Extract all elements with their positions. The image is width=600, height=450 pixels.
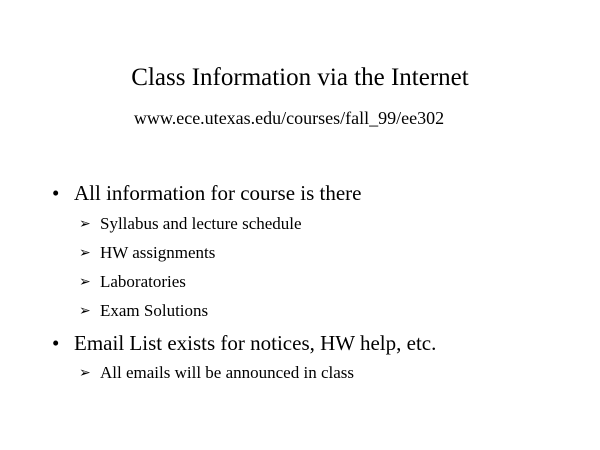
arrow-bullet-icon: ➢ bbox=[79, 245, 91, 261]
arrow-bullet-icon: ➢ bbox=[79, 365, 91, 381]
sub-item-text: Exam Solutions bbox=[100, 301, 209, 320]
slide-title: Class Information via the Internet bbox=[131, 64, 469, 91]
sub-item bbox=[79, 362, 354, 384]
arrow-bullet-icon: ➢ bbox=[79, 303, 91, 319]
bullet-item bbox=[52, 180, 362, 206]
sub-item bbox=[79, 271, 186, 293]
arrow-bullet-icon: ➢ bbox=[79, 274, 91, 290]
bullet-text: All information for course is there bbox=[74, 181, 362, 205]
sub-item-text: All emails will be announced in class bbox=[100, 363, 354, 382]
sub-item-text: HW assignments bbox=[100, 243, 216, 262]
arrow-bullet-icon: ➢ bbox=[79, 216, 91, 232]
course-url: www.ece.utexas.edu/courses/fall_99/ee302 bbox=[133, 108, 445, 128]
sub-item bbox=[79, 213, 302, 235]
bullet-dot-icon: • bbox=[52, 181, 60, 205]
sub-item-text: Syllabus and lecture schedule bbox=[100, 214, 302, 233]
sub-item bbox=[79, 300, 208, 322]
sub-item bbox=[79, 242, 215, 264]
sub-item-text: Laboratories bbox=[100, 272, 186, 291]
bullet-dot-icon: • bbox=[52, 331, 60, 355]
bullet-text: Email List exists for notices, HW help, etc. bbox=[74, 331, 437, 355]
bullet-item bbox=[52, 330, 436, 356]
